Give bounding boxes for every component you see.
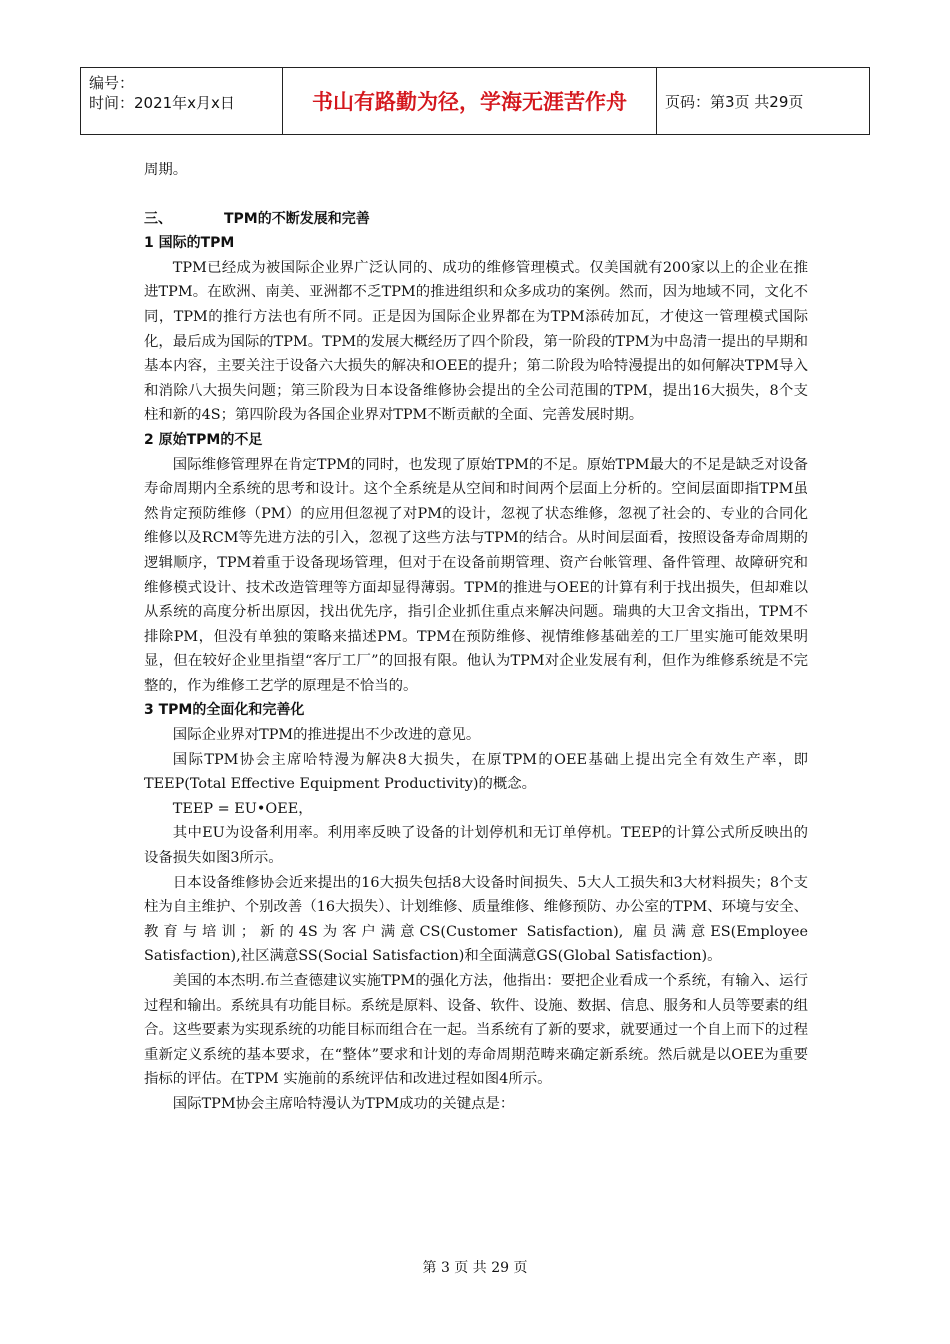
document-body xyxy=(144,158,808,1117)
subheading-2: 2 原始TPM的不足 xyxy=(144,431,263,448)
paragraph-gap xyxy=(144,183,808,207)
section-title: TPM的不断发展和完善 xyxy=(224,210,370,227)
paragraph-8: 美国的本杰明.布兰查德建议实施TPM的强化方法，他指出：要把企业看成一个系统，有输入、运行过程和输出。系统具有功能目标。系统是原料、设备、软件、设施、数据、信息、服务和人员等要素的组合。这些要素为实现系统的功能目标而组合在一起。当系统有了新的要求，就要通过一个自上而下的过程重新定义系统的基本要求，在“整体”要求和计划的寿命周期范畴来确定新系统。然后就是以OEE为重要指标的评估。在TPM 实施前的系统评估和改进过程如图4所示。 xyxy=(144,973,808,1088)
subheading-1: 1 国际的TPM xyxy=(144,235,235,252)
section-heading xyxy=(144,207,808,232)
page-footer: 第 3 页 共 29 页 xyxy=(422,1260,528,1276)
header-number: 编号： xyxy=(89,74,135,92)
paragraph-1: TPM已经成为被国际企业界广泛认同的、成功的维修管理模式。仅美国就有200家以上的企业在推进TPM。在欧洲、南美、亚洲都不乏TPM的推进组织和众多成功的案例。然而，因为地域不同，文化不同，TPM的推行方法也有所不同。正是因为国际企业界都在为TPM添砖加瓦，才使这一管理模式国际化，最后成为国际的TPM。TPM的发展大概经历了四个阶段，第一阶段的TPM为中岛清一提出的早期和基本内容，主要关注于设备六大损失的解决和OEE的提升；第二阶段为哈特漫提出的如何解决TPM导入和消除八大损失问题；第三阶段为日本设备维修协会提出的全公司范围的TPM，提出16大损失，8个支柱和新的4S；第四阶段为各国企业界对TPM不断贡献的全面、完善发展时期。 xyxy=(144,259,808,424)
header-meta xyxy=(81,68,283,134)
paragraph-2: 国际维修管理界在肯定TPM的同时，也发现了原始TPM的不足。原始TPM最大的不足是缺乏对设备寿命周期内全系统的思考和设计。这个全系统是从空间和时间两个层面上分析的。空间层面即指TPM虽然肯定预防维修（PM）的应用但忽视了对PM的设计，忽视了状态维修，忽视了社会的、专业的合同化维修以及RCM等先进方法的引入，忽视了这些方法与TPM的结合。从时间层面看，按照设备寿命周期的逻辑顺序，TPM着重于设备现场管理，但对于在设备前期管理、资产台帐管理、备件管理、故障研究和维修模式设计、技术改造管理等方面却显得薄弱。TPM的推进与OEE的计算有利于找出损失，但却难以从系统的高度分析出原因，找出优先序，指引企业抓住重点来解决问题。瑞典的大卫舍文指出，TPM不排除PM，但没有单独的策略来描述PM。TPM在预防维修、视情维修基础差的工厂里实施可能效果明显，但在较好企业里指望“客厅工厂”的回报有限。他认为TPM对企业发展有利，但作为维修系统是不完整的，作为维修工艺学的原理是不恰当的。 xyxy=(144,456,808,694)
paragraph-6: 其中EU为设备利用率。利用率反映了设备的计划停机和无订单停机。TEEP的计算公式所反映出的设备损失如图3所示。 xyxy=(144,825,808,867)
header-time: 时间：2021年x月x日 xyxy=(89,94,235,112)
header-motto-cell xyxy=(283,68,657,134)
subheading-3: 3 TPM的全面化和完善化 xyxy=(144,702,305,719)
paragraph-9: 国际TPM协会主席哈特漫认为TPM成功的关键点是： xyxy=(172,1095,515,1112)
page-header xyxy=(80,67,870,135)
continuation-text: 周期。 xyxy=(144,162,188,178)
header-motto: 书山有路勤为径，学海无涯苦作舟 xyxy=(312,90,627,114)
header-page-info: 页码：第3页 共29页 xyxy=(665,92,804,111)
formula-line: TEEP = EU•OEE， xyxy=(172,800,313,817)
section-number: 三、 xyxy=(144,210,172,227)
paragraph-3: 国际企业界对TPM的推进提出不少改进的意见。 xyxy=(172,727,481,744)
paragraph-7: 日本设备维修协会近来提出的16大损失包括8大设备时间损失、5大人工损失和3大材料损失；8个支柱为自主维护、个别改善（16大损失）、计划维修、质量维修、维修预防、办公室的TPM、环境与安全、教育与培训；新的4S为客户满意CS(Customer Satisfaction), 雇员满意ES(Employee Satisfaction),社区满意SS(Social Satisfaction)和全面满意GS(Global Satisfaction)。 xyxy=(144,874,808,965)
paragraph-4: 国际TPM协会主席哈特漫为解决8大损失，在原TPM的OEE基础上提出完全有效生产率，即TEEP(Total Effective Equipment Productivity)的概念。 xyxy=(144,751,808,793)
